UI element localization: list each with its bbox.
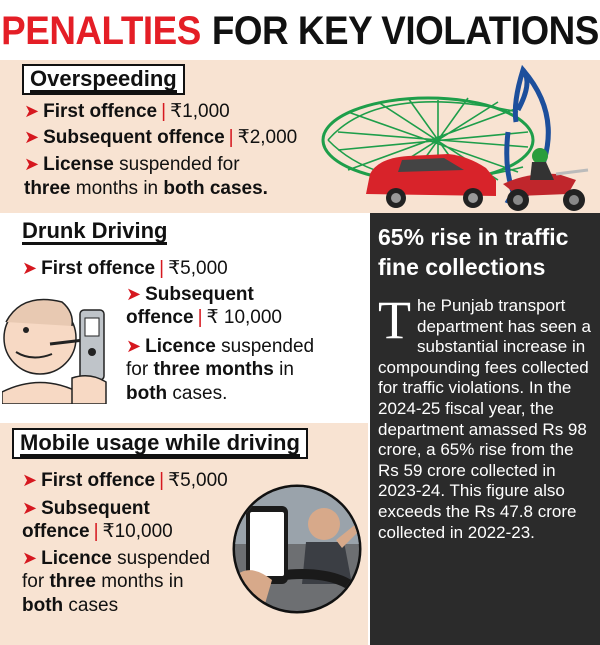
speed-net-illustration bbox=[318, 62, 600, 212]
page-title bbox=[1, 0, 599, 62]
fine-collections-title: 65% rise in traffic fine collections bbox=[378, 224, 569, 280]
overspeeding-first-offence: ➤ First offence | ₹1,000 bbox=[24, 101, 230, 122]
mobile-subsequent-offence: ➤ Subsequent bbox=[22, 498, 150, 519]
mobile-first-offence: ➤ First offence | ₹5,000 bbox=[22, 470, 228, 491]
arrow-bullet-icon: ➤ bbox=[24, 101, 40, 121]
title-black: FOR KEY VIOLATIONS bbox=[211, 8, 599, 53]
fine-collections-text: he Punjab transport department has seen a substantial increase in compounding fees collected for traffic violations. In the 2024-25 fiscal year, the department amassed Rs 98 crore, a 65% rise from the Rs 59 crore collected in 2023-24. This figure also exceeds the Rs 47.8 crore collected in 2022-23. bbox=[378, 296, 591, 542]
arrow-bullet-icon: ➤ bbox=[126, 336, 142, 356]
overspeeding-subsequent-offence: ➤ Subsequent offence | ₹2,000 bbox=[24, 127, 298, 148]
overspeeding-both-cases: three months in both cases. bbox=[24, 178, 268, 199]
arrow-bullet-icon: ➤ bbox=[22, 548, 38, 568]
drunk-driving-title: Drunk Driving bbox=[22, 218, 168, 243]
arrow-bullet-icon: ➤ bbox=[126, 284, 142, 304]
drunk-subsequent-offence: ➤ Subsequent bbox=[126, 284, 254, 305]
fine-collections-body bbox=[378, 290, 594, 543]
drunk-subsequent-amount: offence | ₹ 10,000 bbox=[126, 307, 282, 328]
mobile-three-months: for three months in bbox=[22, 571, 184, 592]
overspeeding-title: Overspeeding bbox=[22, 64, 185, 95]
arrow-bullet-icon: ➤ bbox=[22, 470, 38, 490]
arrow-bullet-icon: ➤ bbox=[22, 258, 38, 278]
phone-while-driving-illustration bbox=[232, 484, 362, 614]
arrow-bullet-icon: ➤ bbox=[24, 127, 40, 147]
drop-cap: T bbox=[378, 290, 411, 350]
breathalyzer-illustration bbox=[2, 282, 122, 404]
drunk-both-cases: both cases. bbox=[126, 383, 228, 404]
overspeeding-license-suspended: ➤ License suspended for bbox=[24, 154, 240, 175]
drunk-three-months: for three months in bbox=[126, 359, 294, 380]
drunk-first-offence: ➤ First offence | ₹5,000 bbox=[22, 258, 228, 279]
arrow-bullet-icon: ➤ bbox=[22, 498, 38, 518]
mobile-licence-suspended: ➤ Licence suspended bbox=[22, 548, 211, 569]
arrow-bullet-icon: ➤ bbox=[24, 154, 40, 174]
mobile-usage-title: Mobile usage while driving bbox=[12, 428, 308, 459]
mobile-subsequent-amount: offence | ₹10,000 bbox=[22, 521, 173, 542]
drunk-licence-suspended: ➤ Licence suspended bbox=[126, 336, 315, 357]
mobile-both-cases: both cases bbox=[22, 595, 119, 616]
title-red: PENALTIES bbox=[1, 8, 201, 53]
